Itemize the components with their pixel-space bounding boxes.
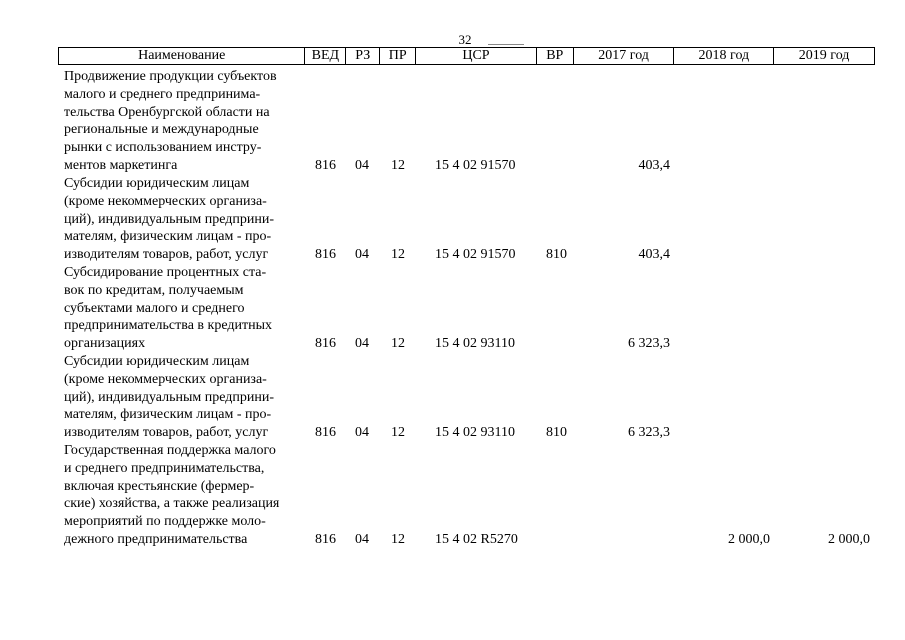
row-2018: 2 000,0 bbox=[728, 532, 770, 548]
header-2017: 2017 год bbox=[573, 48, 674, 64]
row-name: Государственная поддержка малого и среднего предпринимательства, включая крестьянские (фермер- ские) хозяйства, а также реализация мероприятий по поддержке моло- дежного предпринимательства bbox=[64, 443, 280, 547]
table-row bbox=[58, 68, 875, 175]
table-row bbox=[58, 264, 875, 353]
row-pr: 12 bbox=[391, 158, 405, 174]
row-rz: 04 bbox=[355, 425, 369, 441]
row-ved: 816 bbox=[315, 425, 336, 441]
header-vr: ВР bbox=[536, 48, 573, 64]
row-name: Субсидии юридическим лицам (кроме некоммерческих организа- ций), индивидуальным предприни- мателям, физическим лицам - про- изводителям товаров, работ, услуг bbox=[64, 354, 275, 441]
row-rz: 04 bbox=[355, 532, 369, 548]
row-pr: 12 bbox=[391, 532, 405, 548]
header-rz: РЗ bbox=[345, 48, 379, 64]
row-csr: 15 4 02 91570 bbox=[435, 247, 516, 263]
header-name: Наименование bbox=[138, 48, 226, 63]
row-rz: 04 bbox=[355, 158, 369, 174]
row-vr: 810 bbox=[546, 425, 567, 441]
row-vr: 810 bbox=[546, 247, 567, 263]
row-2017: 6 323,3 bbox=[628, 425, 670, 441]
row-ved: 816 bbox=[315, 336, 336, 352]
row-name: Субсидии юридическим лицам (кроме некоммерческих организа- ций), индивидуальным предприни- мателям, физическим лицам - про- изводителям товаров, работ, услуг bbox=[64, 176, 275, 263]
table-row bbox=[58, 175, 875, 264]
table-row bbox=[58, 442, 875, 549]
row-pr: 12 bbox=[391, 425, 405, 441]
header-pr: ПР bbox=[379, 48, 415, 64]
row-ved: 816 bbox=[315, 158, 336, 174]
row-2017: 403,4 bbox=[638, 158, 670, 174]
row-2017: 6 323,3 bbox=[628, 336, 670, 352]
header-ved: ВЕД bbox=[304, 48, 345, 64]
row-csr: 15 4 02 R5270 bbox=[435, 532, 518, 548]
row-ved: 816 bbox=[315, 247, 336, 263]
page-number: 32 bbox=[458, 32, 472, 47]
stamp-line bbox=[488, 44, 524, 45]
row-name: Продвижение продукции субъектов малого и среднего предпринима- тельства Оренбургской области на региональные и международные рынки с использованием инстру- ментов маркетинга bbox=[64, 69, 277, 173]
row-2019: 2 000,0 bbox=[828, 532, 870, 548]
header-csr: ЦСР bbox=[415, 48, 536, 64]
row-2017: 403,4 bbox=[638, 247, 670, 263]
row-name: Субсидирование процентных ста- вок по кредитам, получаемым субъектами малого и среднего предпринимательства в кредитных организациях bbox=[64, 265, 272, 352]
row-ved: 816 bbox=[315, 532, 336, 548]
row-csr: 15 4 02 91570 bbox=[435, 158, 516, 174]
row-csr: 15 4 02 93110 bbox=[435, 425, 515, 441]
row-rz: 04 bbox=[355, 336, 369, 352]
row-pr: 12 bbox=[391, 336, 405, 352]
header-2019: 2019 год bbox=[773, 48, 874, 64]
row-rz: 04 bbox=[355, 247, 369, 263]
table-row bbox=[58, 353, 875, 442]
row-pr: 12 bbox=[391, 247, 405, 263]
table-header bbox=[58, 47, 875, 65]
header-2018: 2018 год bbox=[673, 48, 773, 64]
row-csr: 15 4 02 93110 bbox=[435, 336, 515, 352]
